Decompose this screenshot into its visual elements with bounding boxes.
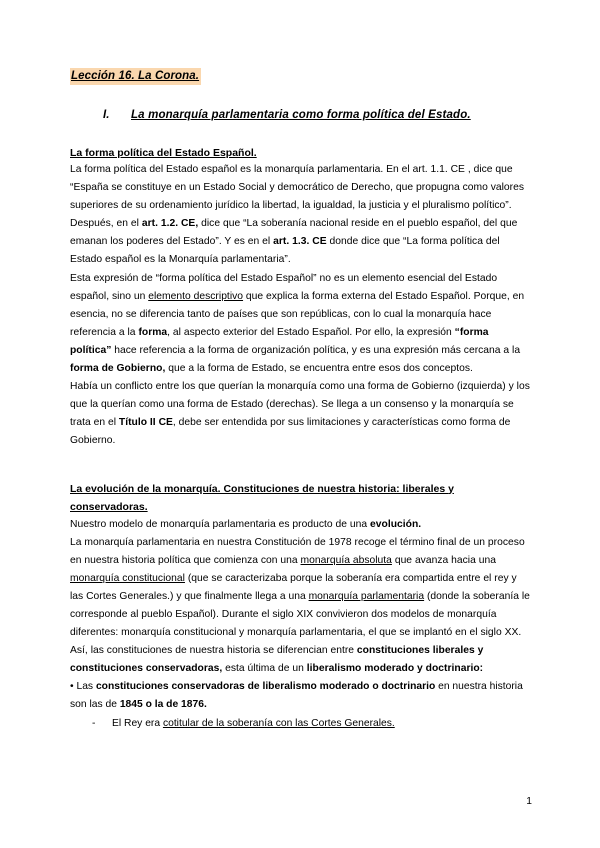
paragraph-4	[70, 516, 532, 534]
p1-bold-2: art. 1.3. CE	[273, 236, 327, 248]
p2-bold-1: forma	[138, 326, 168, 338]
p3-text-2: , debe ser entendida por sus limitaciones y características como forma de Gobierno.	[70, 417, 511, 447]
p5-underline-1: monarquía absoluta	[300, 554, 392, 566]
p6-bold-1: constituciones liberales y constituciones conservadoras,	[70, 645, 484, 675]
paragraph-6	[70, 642, 532, 678]
bullet-bold-1: constituciones conservadoras de liberalismo moderado o doctrinario	[95, 681, 436, 693]
section-one-heading	[70, 109, 532, 121]
p5-underline-2: monarquía constitucional	[70, 572, 185, 584]
p4-text-1: Nuestro modelo de monarquía parlamentaria es producto de una	[70, 518, 371, 530]
p5-underline-3: monarquía parlamentaria	[308, 590, 425, 602]
p2-text-3: , al aspecto exterior del Estado Español. Por ello, la expresión	[167, 326, 455, 338]
p2-text-2: que explica la forma externa del Estado Español. Porque, en esencia, no se diferencia tanto de países que son repúblicas, con lo cual la monarquía hace referencia a la	[70, 290, 525, 338]
p6-text-2: esta última de un	[222, 663, 307, 675]
document-title-line	[70, 66, 532, 85]
dash-text-1: El Rey era	[112, 717, 163, 729]
bullet-marker: •	[70, 681, 74, 693]
paragraph-5	[70, 534, 532, 643]
p1-text-2: dice que “La soberanía nacional reside en el pueblo español, del que emanan los poderes del Estado”. Y es en el	[70, 218, 518, 248]
p6-bold-2: liberalismo moderado y doctrinario:	[306, 663, 484, 675]
p2-text-5: que a la forma de Estado, se encuentra entre esos dos conceptos.	[165, 363, 473, 375]
p2-text-4: hace referencia a la forma de organización política, y es una expresión más cercana a la	[111, 344, 521, 356]
bullet-item-1	[70, 678, 532, 714]
p3-text-1: Había un conflicto entre los que querían la monarquía como una forma de Gobierno (izquierda) y los que la querían como una forma de Estado (derechas). Se llega a un consenso y la monarquía se trata en el	[70, 381, 530, 429]
dash-content	[112, 715, 395, 733]
p3-bold-1: Título II CE	[118, 417, 173, 429]
p5-text-4: (donde la soberanía le corresponde al pueblo Español). Durante el siglo XIX convivieron dos modelos de monarquía diferentes: monarquía constitucional y monarquía parlamentaria, el que se implantó en el siglo XX.	[70, 590, 530, 639]
p4-bold-1: evolución.	[370, 518, 422, 530]
section-one-title: La monarquía parlamentaria como forma política del Estado.	[131, 109, 471, 121]
dash-underline-1: cotitular de la soberanía con las Cortes Generales.	[162, 717, 395, 729]
subheading-forma-politica: La forma política del Estado Español.	[70, 147, 257, 159]
section-numeral: I.	[103, 109, 110, 121]
bullet-bold-2: 1845 o la de 1876.	[119, 699, 207, 711]
subheading-evolucion-monarquia: La evolución de la monarquía. Constituciones de nuestra historia: liberales y conservadoras.	[70, 482, 454, 513]
document-title: Lección 16. La Corona.	[70, 68, 201, 85]
bullet-text-2: en nuestra historia son las de	[70, 681, 523, 711]
p2-text-1: Esta expresión de “forma política del Estado Español” no es un elemento esencial del Estado español, sino un	[70, 272, 498, 302]
bullet-text-1: Las	[73, 681, 96, 693]
dash-marker: -	[92, 717, 96, 729]
p6-text-1: Así, las constituciones de nuestra historia se diferencian entre	[70, 645, 357, 657]
p1-bold-1: art. 1.2. CE,	[141, 218, 199, 230]
p1-text-1: La forma política del Estado español es la monarquía parlamentaria. En el art. 1.1. CE , dice que “España se constituye en un Estado Social y democrático de Derecho, que propugna como valores superiores de su ordenamiento jurídico la libertad, la igualdad, la justicia y el pluralismo político”. Después, en el	[70, 164, 525, 230]
p5-text-3: (que se caracterizaba porque la soberanía era compartida entre el rey y las Cortes Generales.) y que finalmente llega a una	[70, 572, 517, 602]
p2-underline-1: elemento descriptivo	[148, 290, 244, 302]
paragraph-1	[70, 161, 532, 270]
paragraph-2	[70, 270, 532, 379]
p2-bold-2: “forma política”	[70, 326, 489, 356]
p5-text-1: La monarquía parlamentaria en nuestra Constitución de 1978 recoge el término final de un proceso en nuestra historia política que comienza con una	[70, 536, 525, 566]
page-number: 1	[526, 796, 532, 807]
p1-text-3: donde dice que “La forma política del Estado español es la Monarquía parlamentaria”.	[70, 236, 500, 266]
dash-item-1	[70, 715, 532, 733]
p2-bold-3: forma de Gobierno,	[70, 363, 166, 375]
document-content	[70, 66, 532, 733]
p5-text-2: que avanza hacia una	[391, 554, 496, 566]
paragraph-3	[70, 378, 532, 450]
